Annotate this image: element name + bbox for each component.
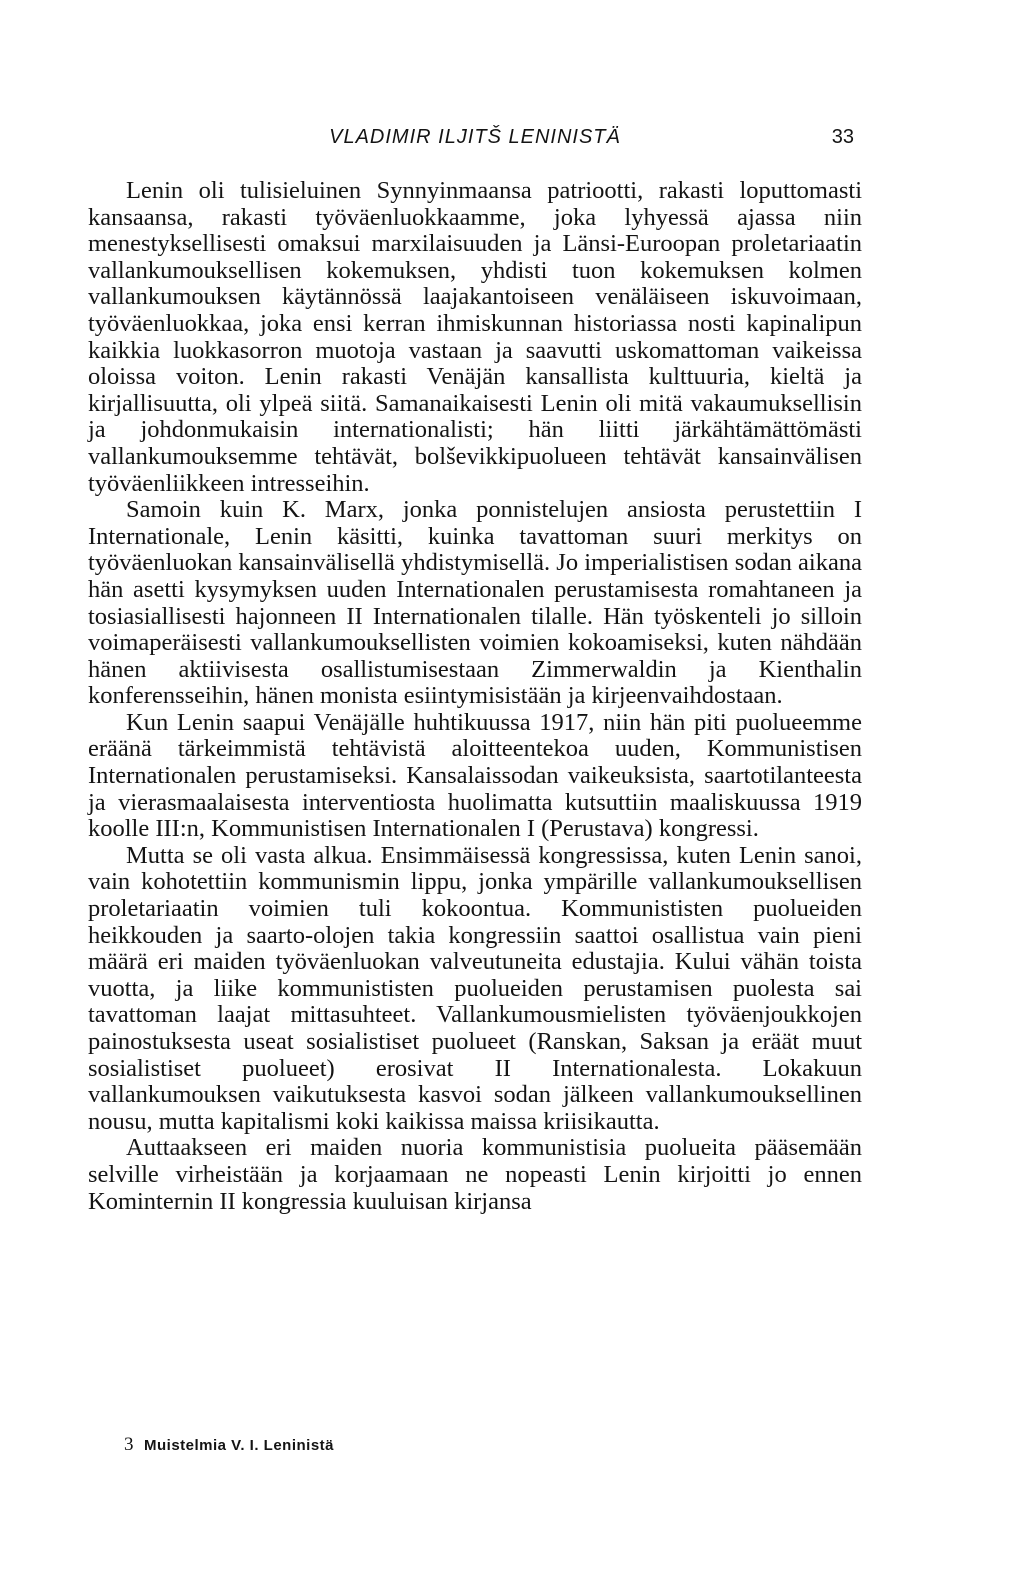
- signature-number: 3: [124, 1434, 134, 1455]
- page-number: 33: [831, 126, 854, 148]
- signature-line: [124, 1434, 334, 1456]
- running-head: [88, 126, 862, 156]
- paragraph: Kun Lenin saapui Venäjälle huhtikuussa 1917, niin hän piti puolueemme eräänä tärkeimmistä tehtävistä aloitteentekoa uuden, Kommunistisen Internationalen perustamiseksi. Kansalaissodan vaikeuksista, saartotilanteesta ja vierasmaalaisesta interventiosta huolimatta kutsuttiin maaliskuussa 1919 koolle III:n, Kommunistisen Internationalen I (Perustava) kongressi.: [88, 708, 862, 843]
- running-title: VLADIMIR ILJITŠ LENINISTÄ: [329, 126, 621, 148]
- paragraph: Mutta se oli vasta alkua. Ensimmäisessä kongressissa, kuten Lenin sanoi, vain kohotettiin kommunismin lippu, jonka ympärille vallankumouksellisen proletariaatin voimien tuli kokoontua. Kommunististen puolueiden heikkouden ja saarto-olojen takia kongressiin saattoi osallistua vain pieni määrä eri maiden työväenluokan valveutuneita edustajia. Kului vähän toista vuotta, ja liike kommunististen puolueiden perustamisen puolesta sai tavattoman laajat mittasuhteet. Vallankumousmielisten työväenjoukkojen painostuksesta useat sosialistiset puolueet (Ranskan, Saksan ja eräät muut sosialistiset puolueet) erosivat II Internationalesta. Lokakuun vallankumouksen vaikutuksesta kasvoi sodan jälkeen vallankumouksellinen nousu, mutta kapitalismi koki kaikissa maissa kriisikautta.: [88, 841, 862, 1135]
- signature-text: Muistelmia V. I. Leninistä: [144, 1437, 334, 1454]
- body-text: [88, 178, 862, 1215]
- paragraph: Samoin kuin K. Marx, jonka ponnistelujen ansiosta perustettiin I Internationale, Lenin käsitti, kuinka tavattoman suuri merkitys on työväenluokan kansainvälisellä yhdistymisellä. Jo imperialistisen sodan aikana hän asetti kysymyksen uuden Internationalen perustamisesta romahtaneen ja tosiasiallisesti hajonneen II Internationalen tilalle. Hän työskenteli jo silloin voimaperäisesti vallankumouksellisten voimien kokoamiseksi, kuten nähdään hänen aktiivisesta osallistumisestaan Zimmerwaldin ja Kienthalin konferensseihin, hänen monista esiintymisistään ja kirjeenvaihdostaan.: [88, 496, 862, 710]
- paragraph: Lenin oli tulisieluinen Synnyinmaansa patriootti, rakasti loputtomasti kansaansa, rakasti työväenluokkaamme, joka lyhyessä ajassa niin menestyksellisesti omaksui marxilaisuuden ja Länsi-Euroopan proletariaatin vallankumouksellisen kokemuksen, yhdisti tuon kokemuksen kolmen vallankumouksen käytännössä laajakantoiseen venäläiseen iskuvoimaan, työväenluokkaa, joka ensi kerran ihmiskunnan historiassa nosti kapinalipun kaikkia luokkasorron muotoja vastaan ja saavutti uskomattoman vaikeissa oloissa voiton. Lenin rakasti Venäjän kansallista kulttuuria, kieltä ja kirjallisuutta, oli ylpeä siitä. Samanaikaisesti Lenin oli mitä vakaumuksellisin ja johdonmukaisin internationalisti; hän liitti järkähtämättömästi vallankumouksemme tehtävät, bolševikkipuolueen tehtävät kansainvälisen työväenliikkeen intresseihin.: [88, 177, 862, 497]
- paragraph: Auttaakseen eri maiden nuoria kommunistisia puolueita pääsemään selville virheistään ja korjaamaan ne nopeasti Lenin kirjoitti jo ennen Kominternin II kongressia kuuluisan kirjansa: [88, 1134, 862, 1215]
